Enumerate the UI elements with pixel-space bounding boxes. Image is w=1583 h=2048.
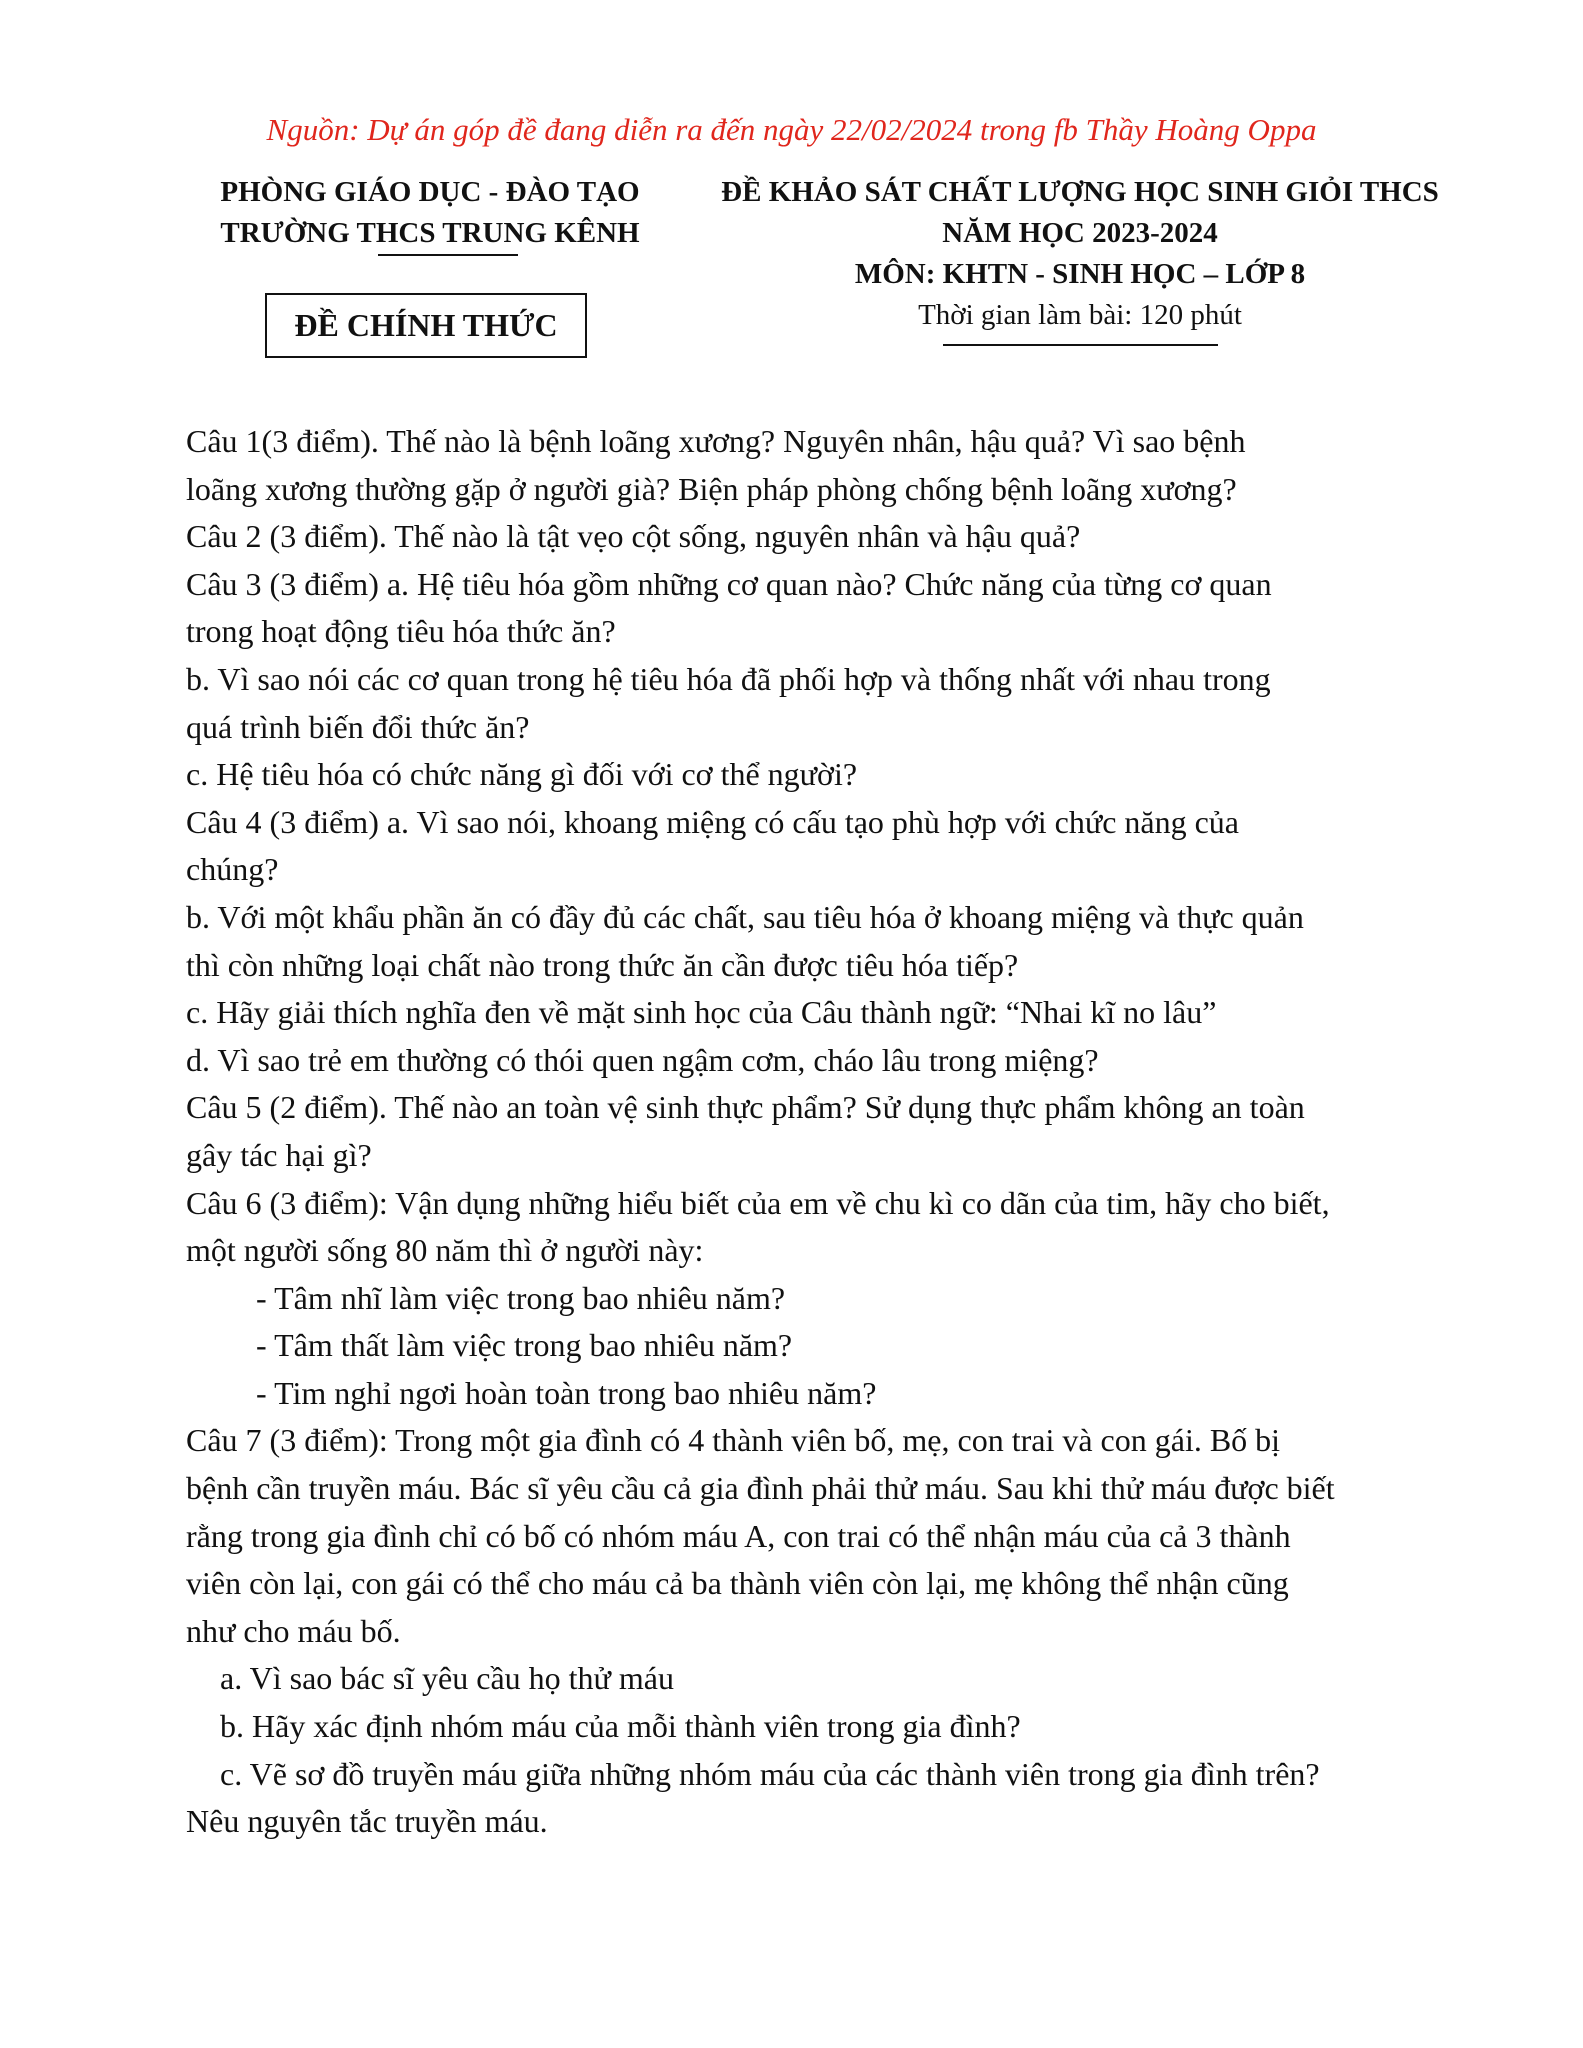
exam-title: ĐỀ KHẢO SÁT CHẤT LƯỢNG HỌC SINH GIỎI THCS <box>721 176 1439 208</box>
header-left-underline <box>378 254 518 256</box>
text-line: Câu 3 (3 điểm) a. Hệ tiêu hóa gồm những cơ quan nào? Chức năng của từng cơ quan <box>186 565 1272 602</box>
text-line: rằng trong gia đình chỉ có bố có nhóm máu A, con trai có thể nhận máu của cả 3 thành <box>186 1517 1291 1554</box>
header-left <box>160 172 700 256</box>
text-line: b. Với một khẩu phần ăn có đầy đủ các chất, sau tiêu hóa ở khoang miệng và thực quản <box>186 898 1304 935</box>
time-limit: Thời gian làm bài: 120 phút <box>918 299 1242 331</box>
text-line: Câu 1(3 điểm). Thế nào là bệnh loãng xương? Nguyên nhân, hậu quả? Vì sao bệnh <box>186 423 1246 459</box>
text-line: Câu 7 (3 điểm): Trong một gia đình có 4 thành viên bố, mẹ, con trai và con gái. Bố bị <box>186 1422 1281 1459</box>
text-line: Câu 4 (3 điểm) a. Vì sao nói, khoang miệng có cấu tạo phù hợp với chức năng của <box>186 803 1239 840</box>
text-line: viên còn lại, con gái có thể cho máu cả ba thành viên còn lại, mẹ không thể nhận cũng <box>186 1565 1289 1602</box>
text-line: b. Vì sao nói các cơ quan trong hệ tiêu hóa đã phối hợp và thống nhất với nhau trong <box>186 660 1271 697</box>
text-line: c. Hệ tiêu hóa có chức năng gì đối với cơ thể người? <box>186 756 858 793</box>
school-year: NĂM HỌC 2023-2024 <box>942 217 1218 249</box>
exam-body <box>186 418 1466 1846</box>
text-line: quá trình biến đổi thức ăn? <box>186 708 530 745</box>
bullet-line: - Tâm thất làm việc trong bao nhiêu năm? <box>256 1327 793 1364</box>
text-line: d. Vì sao trẻ em thường có thói quen ngậm cơm, cháo lâu trong miệng? <box>186 1041 1099 1078</box>
header-right <box>700 172 1460 346</box>
text-line: chúng? <box>186 851 279 888</box>
bullet-line: - Tâm nhĩ làm việc trong bao nhiêu năm? <box>256 1279 786 1316</box>
sub-question-line: a. Vì sao bác sĩ yêu cầu họ thử máu <box>220 1660 674 1697</box>
text-line: thì còn những loại chất nào trong thức ăn cần được tiêu hóa tiếp? <box>186 946 1019 983</box>
text-line: Câu 5 (2 điểm). Thế nào an toàn vệ sinh thực phẩm? Sử dụng thực phẩm không an toàn <box>186 1089 1305 1126</box>
official-exam-box: ĐỀ CHÍNH THỨC <box>265 293 587 358</box>
text-line: Nêu nguyên tắc truyền máu. <box>186 1803 548 1840</box>
subject-line: MÔN: KHTN - SINH HỌC – LỚP 8 <box>854 258 1306 290</box>
text-line: Câu 6 (3 điểm): Vận dụng những hiểu biết của em về chu kì co dãn của tim, hãy cho biết, <box>186 1184 1330 1221</box>
text-line: loãng xương thường gặp ở người già? Biện pháp phòng chống bệnh loãng xương? <box>186 470 1237 507</box>
text-line: c. Hãy giải thích nghĩa đen về mặt sinh học của Câu thành ngữ: “Nhai kĩ no lâu” <box>186 994 1217 1031</box>
sub-question-line: b. Hãy xác định nhóm máu của mỗi thành viên trong gia đình? <box>220 1708 1021 1745</box>
text-line: một người sống 80 năm thì ở người này: <box>186 1232 704 1269</box>
text-line: bệnh cần truyền máu. Bác sĩ yêu cầu cả gia đình phải thử máu. Sau khi thử máu được biết <box>186 1470 1335 1507</box>
source-note: Nguồn: Dự án góp đề đang diễn ra đến ngày 22/02/2024 trong fb Thầy Hoàng Oppa <box>266 112 1317 147</box>
text-line: như cho máu bố. <box>186 1612 401 1649</box>
department-name: PHÒNG GIÁO DỤC - ĐÀO TẠO <box>220 176 640 208</box>
bullet-line: - Tim nghỉ ngơi hoàn toàn trong bao nhiêu năm? <box>256 1374 877 1411</box>
text-line: gây tác hại gì? <box>186 1136 372 1173</box>
school-name: TRƯỜNG THCS TRUNG KÊNH <box>220 217 640 249</box>
sub-question-line: c. Vẽ sơ đồ truyền máu giữa những nhóm máu của các thành viên trong gia đình trên? <box>220 1755 1320 1792</box>
header-right-underline <box>943 344 1218 346</box>
text-line: trong hoạt động tiêu hóa thức ăn? <box>186 613 616 650</box>
text-line: Câu 2 (3 điểm). Thế nào là tật vẹo cột sống, nguyên nhân và hậu quả? <box>186 518 1081 555</box>
